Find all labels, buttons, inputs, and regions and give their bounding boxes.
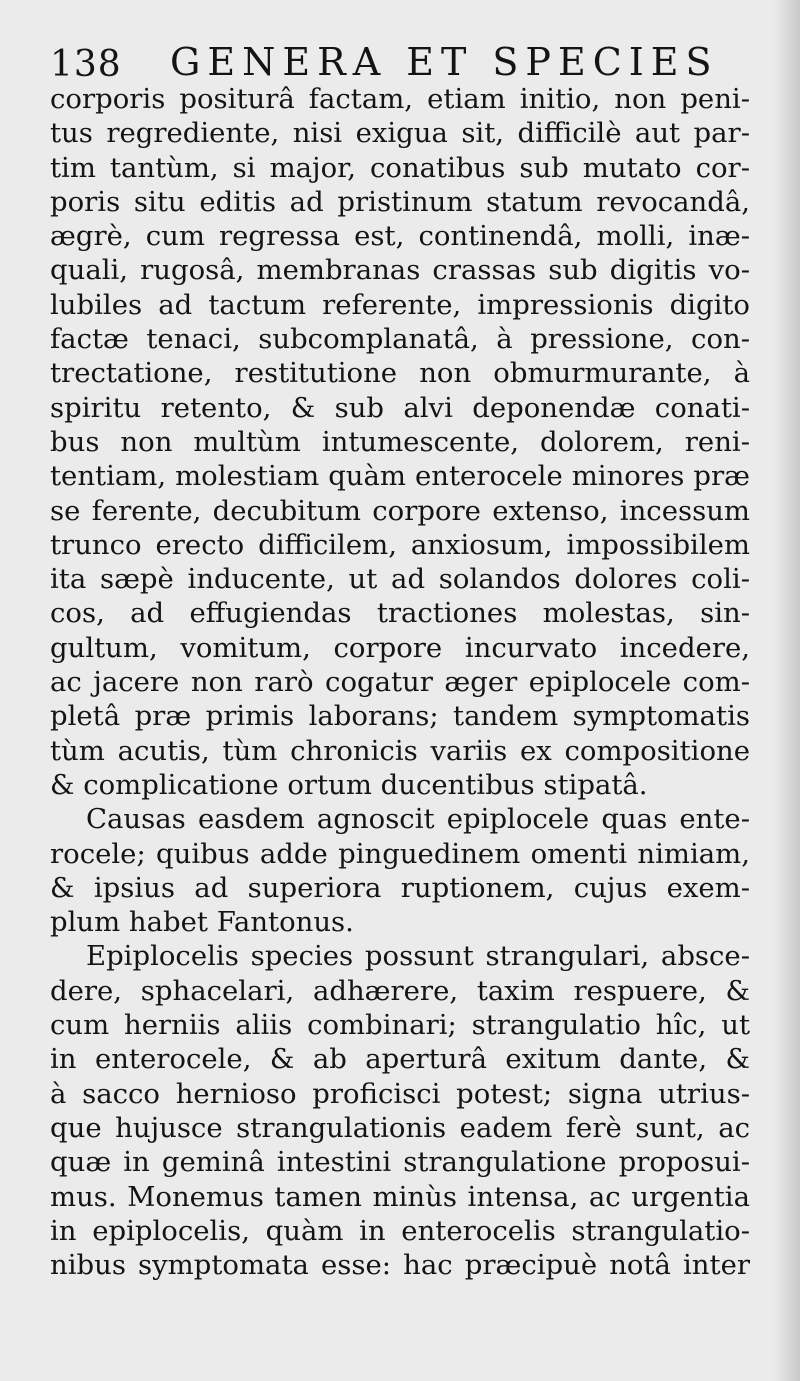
text-line: quæ in geminâ intestini strangulatione proposui-	[50, 1146, 750, 1179]
text-line: dere, sphacelari, adhærere, taxim respuere, &	[50, 974, 750, 1007]
text-line: mus. Monemus tamen minùs intensa, ac urgentia	[50, 1180, 750, 1213]
text-line: in epiplocelis, quàm in enterocelis strangulatio-	[50, 1214, 750, 1247]
text-line: que hujusce strangulationis eadem ferè sunt, ac	[50, 1111, 750, 1144]
text-line: nibus symptomata esse: hac præcipuè notâ inter	[50, 1249, 750, 1282]
text-line: tùm acutis, tùm chronicis variis ex compositione	[50, 734, 750, 767]
page-number: 138	[50, 44, 122, 85]
text-line: in enterocele, & ab aperturâ exitum dante, &	[50, 1043, 750, 1076]
text-line: ægrè, cum regressa est, continendâ, molli, inæ-	[50, 220, 750, 253]
text-line: poris situ editis ad pristinum statum revocandâ,	[50, 185, 750, 218]
page-edge-shadow	[774, 0, 800, 1381]
text-line: trectatione, restitutione non obmurmurante, à	[50, 357, 750, 390]
text-line: gultum, vomitum, corpore incurvato incedere,	[50, 631, 750, 664]
text-line: trunco erecto difficilem, anxiosum, impossibilem	[50, 528, 750, 561]
text-line: se ferente, decubitum corpore extenso, incessum	[50, 494, 750, 527]
running-head: GENERA ET SPECIES	[170, 40, 719, 84]
text-line: Epiplocelis species possunt strangulari, absce-	[86, 940, 750, 973]
text-line: ac jacere non rarò cogatur æger epiplocele com-	[50, 666, 750, 699]
text-line: cos, ad effugiendas tractiones molestas, sin-	[50, 597, 750, 630]
text-line: quali, rugosâ, membranas crassas sub digitis vo-	[50, 254, 750, 287]
text-line: rocele; quibus adde pinguedinem omenti nimiam,	[50, 837, 750, 870]
text-line: tentiam, molestiam quàm enterocele minores præ	[50, 460, 750, 493]
text-line: tim tantùm, si major, conatibus sub mutato cor-	[50, 151, 750, 184]
text-line: lubiles ad tactum referente, impressionis digito	[50, 288, 750, 321]
text-line: bus non multùm intumescente, dolorem, reni-	[50, 425, 750, 458]
text-line: tus regrediente, nisi exigua sit, difficilè aut par-	[50, 117, 750, 150]
text-line: & ipsius ad superiora ruptionem, cujus exem-	[50, 871, 750, 904]
text-line: & complicatione ortum ducentibus stipatâ.	[50, 768, 648, 801]
text-line: ita sæpè inducente, ut ad solandos dolores coli-	[50, 563, 750, 596]
text-line: Causas easdem agnoscit epiplocele quas ente-	[86, 803, 750, 836]
text-line: corporis positurâ factam, etiam initio, non peni-	[50, 83, 750, 115]
text-line: plum habet Fantonus.	[50, 906, 354, 939]
text-line: pletâ præ primis laborans; tandem symptomatis	[50, 700, 750, 733]
text-line: cum herniis aliis combinari; strangulatio hîc, ut	[50, 1009, 750, 1042]
text-line: factæ tenaci, subcomplanatâ, à pressione, con-	[50, 323, 750, 356]
body-text	[50, 82, 750, 1282]
text-line: spiritu retento, & sub alvi deponendæ conati-	[50, 391, 750, 424]
text-line: à sacco hernioso proficisci potest; signa utrius-	[50, 1077, 750, 1110]
